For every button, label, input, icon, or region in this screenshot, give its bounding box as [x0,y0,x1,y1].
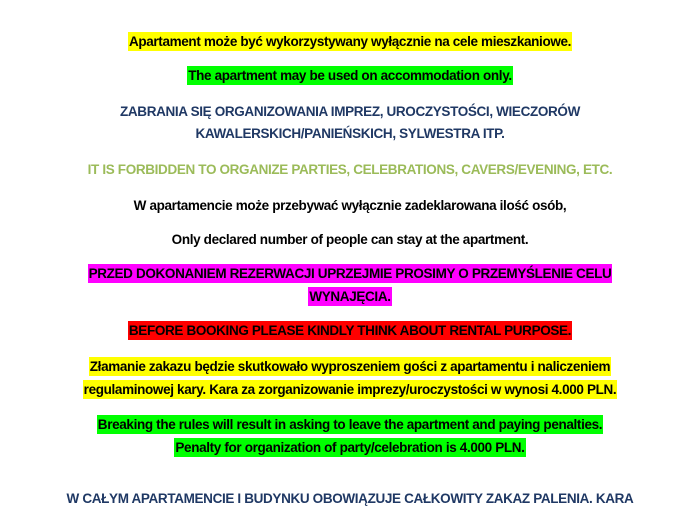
rule-forbidden-en: IT IS FORBIDDEN TO ORGANIZE PARTIES, CELEBRATIONS, CAVERS/EVENING, ETC. [87,162,613,177]
rule-penalty-pl-line2: regulaminowej kary. Kara za zorganizowanie imprezy/uroczystości w wynosi 4.000 PLN. [83,382,617,397]
rule-booking-en: BEFORE BOOKING PLEASE KINDLY THINK ABOUT RENTAL PURPOSE. [128,323,572,338]
rule-smoking-pl: W CAŁYM APARTAMENCIE I BUDYNKU OBOWIĄZUJE CAŁKOWITY ZAKAZ PALENIA. KARA [66,491,634,506]
rule-residential-pl: Apartament może być wykorzystywany wyłącznie na cele mieszkaniowe. [128,34,572,49]
rule-guests-en: Only declared number of people can stay at the apartment. [171,232,529,247]
rule-residential-en: The apartment may be used on accommodation only. [188,68,512,83]
rule-forbidden-pl-line1: ZABRANIA SIĘ ORGANIZOWANIA IMPREZ, UROCZYSTOŚCI, WIECZORÓW [120,104,580,119]
rule-forbidden-pl-line2: KAWALERSKICH/PANIEŃSKICH, SYLWESTRA ITP. [195,126,505,141]
rule-penalty-pl-line1: Złamanie zakazu będzie skutkowało wyproszeniem gości z apartamentu i naliczeniem [89,359,611,374]
rule-penalty-en-line1: Breaking the rules will result in asking to leave the apartment and paying penalties. [97,417,603,432]
rule-booking-pl-line1: PRZED DOKONANIEM REZERWACJI UPRZEJMIE PROSIMY O PRZEMYŚLENIE CELU [88,266,612,281]
rule-guests-pl: W apartamencie może przebywać wyłącznie zadeklarowana ilość osób, [133,198,567,213]
rule-penalty-en-line2: Penalty for organization of party/celebration is 4.000 PLN. [175,440,525,455]
rule-booking-pl-line2: WYNAJĘCIA. [309,289,391,304]
